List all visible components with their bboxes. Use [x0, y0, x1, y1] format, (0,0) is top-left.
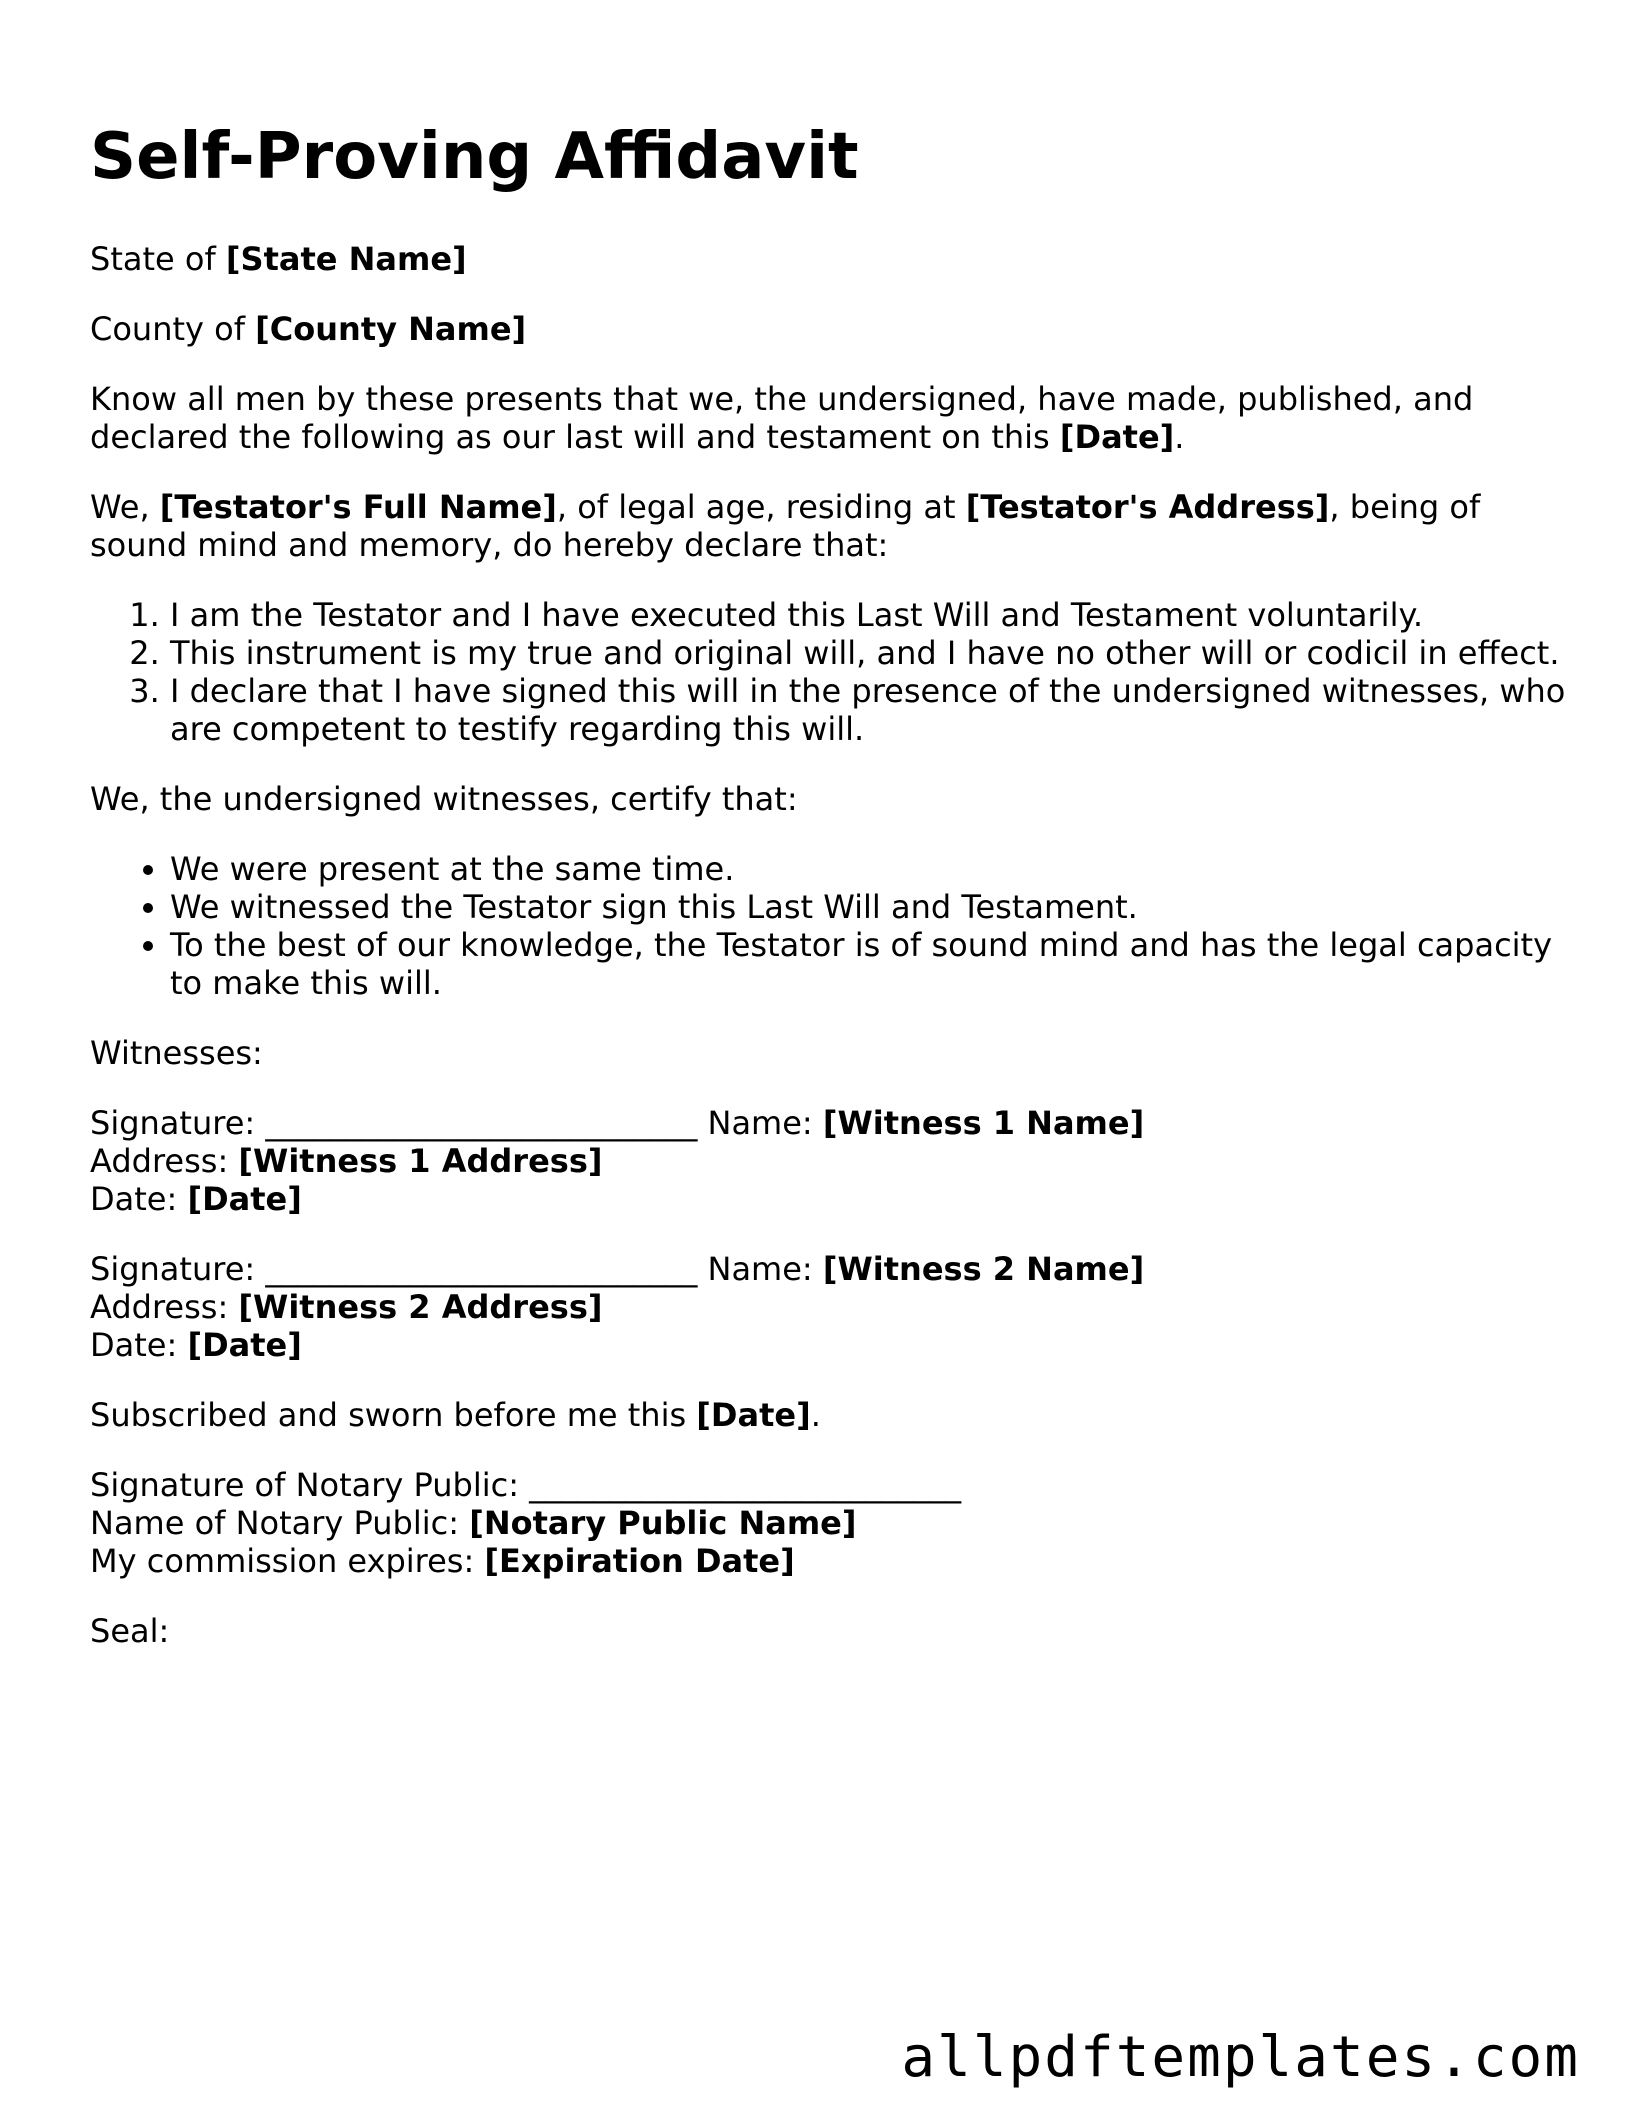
notary-name-label: Name of Notary Public:	[90, 1504, 470, 1542]
notary-name: [Notary Public Name]	[469, 1504, 857, 1542]
testator-name: [Testator's Full Name]	[159, 488, 557, 526]
state-label: State of	[90, 240, 226, 278]
name-label: Name:	[697, 1250, 823, 1288]
witness-1-block	[90, 1104, 1570, 1218]
state-line	[90, 240, 1570, 278]
document-page	[90, 118, 1570, 1682]
witness-1-date: [Date]	[187, 1180, 302, 1218]
notary-block	[90, 1466, 1570, 1580]
page-title: Self-Proving Affidavit	[90, 120, 859, 194]
notary-expiry-date: [Expiration Date]	[484, 1542, 795, 1580]
declaration-paragraph	[90, 488, 1570, 564]
notary-expiry-row	[90, 1542, 1570, 1580]
list-item: 1. I am the Testator and I have executed this Last Will and Testament voluntarily.	[170, 596, 1570, 634]
witness-2-signature-line[interactable]: ___________________________	[265, 1250, 698, 1288]
address-label: Address:	[90, 1142, 239, 1180]
witness-2-name: [Witness 2 Name]	[822, 1250, 1145, 1288]
witness-2-block	[90, 1250, 1570, 1364]
notary-signature-row	[90, 1466, 1570, 1504]
witness-2-address: [Witness 2 Address]	[238, 1288, 603, 1326]
notary-expiry-label: My commission expires:	[90, 1542, 485, 1580]
signature-label: Signature:	[90, 1104, 266, 1142]
witnesses-heading: Witnesses:	[90, 1034, 263, 1072]
date-label: Date:	[90, 1326, 188, 1364]
list-item: 3. I declare that I have signed this will in the presence of the undersigned witnesses, who are competent to testify regarding this will.	[170, 672, 1570, 748]
witness-2-date: [Date]	[187, 1326, 302, 1364]
witness-1-date-row	[90, 1180, 1570, 1218]
declaration-mid: , of legal age, residing at	[556, 488, 966, 526]
witness-2-signature-row	[90, 1250, 1570, 1288]
name-label: Name:	[697, 1104, 823, 1142]
list-item: 2. This instrument is my true and original will, and I have no other will or codicil in effect.	[170, 634, 1570, 672]
testator-declarations-list	[90, 596, 1570, 748]
intro-date: [Date]	[1059, 418, 1175, 456]
witness-certifications-list	[90, 850, 1570, 1002]
witness-1-signature-row	[90, 1104, 1570, 1142]
notary-name-row	[90, 1504, 1570, 1542]
witness-2-date-row	[90, 1326, 1570, 1364]
witness-1-address: [Witness 1 Address]	[238, 1142, 603, 1180]
witness-2-address-row	[90, 1288, 1570, 1326]
state-value: [State Name]	[225, 240, 467, 278]
sworn-end: .	[810, 1396, 821, 1434]
sworn-text: Subscribed and sworn before me this	[90, 1396, 697, 1434]
intro-text: Know all men by these presents that we, the undersigned, have made, published, and declared the following as our last will and testament on this	[90, 380, 1474, 456]
intro-end: .	[1174, 418, 1185, 456]
declaration-post: , being of sound mind and memory, do hereby declare that:	[90, 488, 1481, 564]
footer-watermark: allpdftemplates.com	[901, 2025, 1580, 2090]
signature-label: Signature:	[90, 1250, 266, 1288]
witness-1-address-row	[90, 1142, 1570, 1180]
notary-signature-line[interactable]: ___________________________	[529, 1466, 962, 1504]
county-label: County of	[90, 310, 256, 348]
declaration-pre: We,	[90, 488, 160, 526]
sworn-date: [Date]	[696, 1396, 811, 1434]
witness-1-name: [Witness 1 Name]	[822, 1104, 1145, 1142]
list-item: • We were present at the same time.	[170, 850, 1570, 888]
seal-label: Seal:	[90, 1612, 170, 1650]
testator-address: [Testator's Address]	[965, 488, 1330, 526]
county-line	[90, 310, 1570, 348]
intro-paragraph	[90, 380, 1570, 456]
date-label: Date:	[90, 1180, 188, 1218]
sworn-statement	[90, 1396, 1570, 1434]
list-item: • To the best of our knowledge, the Testator is of sound mind and has the legal capacity to make this will.	[170, 926, 1570, 1002]
address-label: Address:	[90, 1288, 239, 1326]
witness-1-signature-line[interactable]: ___________________________	[265, 1104, 698, 1142]
county-value: [County Name]	[255, 310, 527, 348]
list-item: • We witnessed the Testator sign this Last Will and Testament.	[170, 888, 1570, 926]
witness-intro: We, the undersigned witnesses, certify that:	[90, 780, 798, 818]
notary-signature-label: Signature of Notary Public:	[90, 1466, 530, 1504]
